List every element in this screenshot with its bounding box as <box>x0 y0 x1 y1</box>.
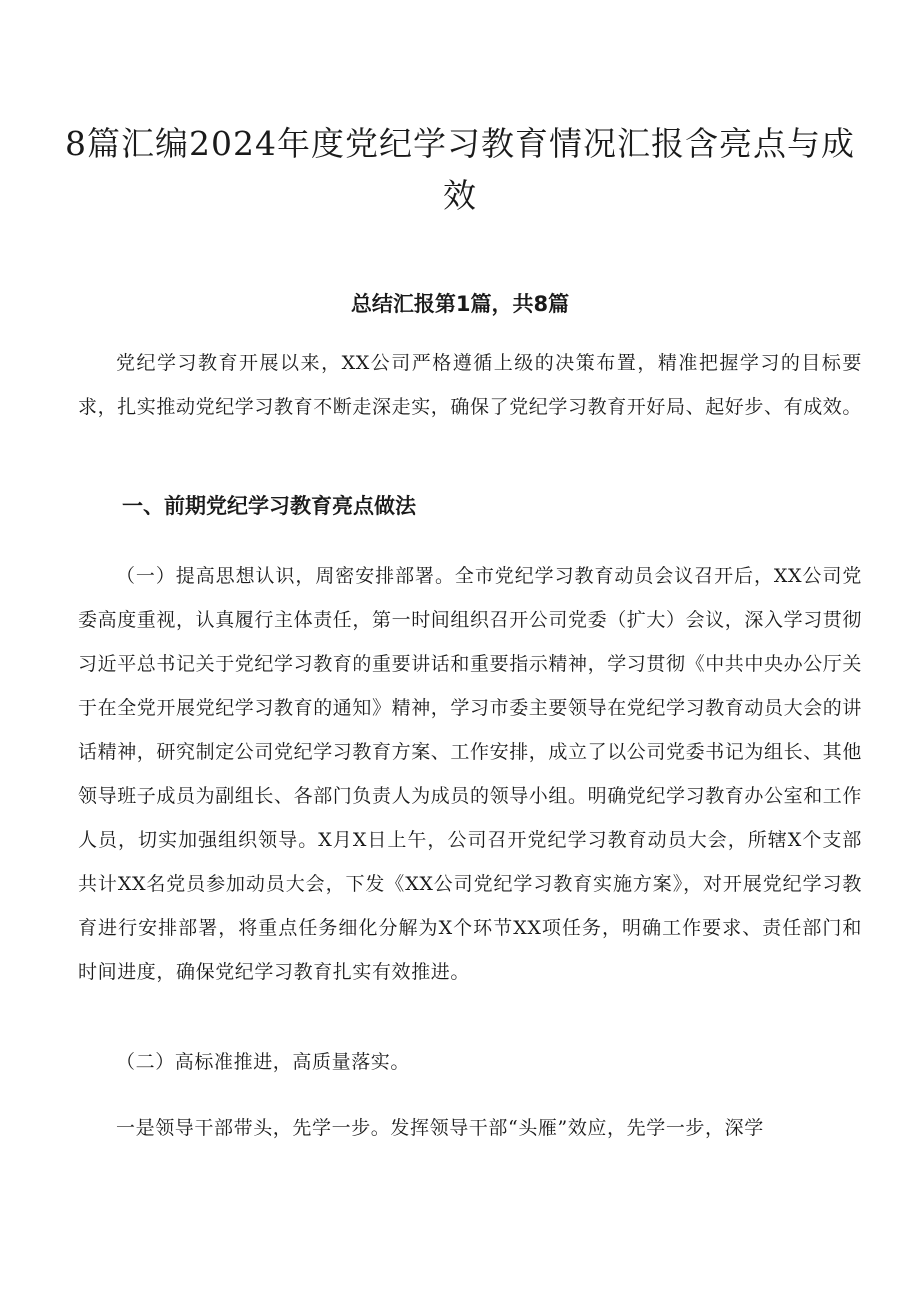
subsection2-paragraph: （二）高标准推进，高质量落实。 <box>116 1051 411 1073</box>
section-heading: 一、前期党纪学习教育亮点做法 <box>122 494 416 518</box>
document-subtitle: 总结汇报第1篇，共8篇 <box>350 292 570 316</box>
document-title: 8篇汇编2024年度党纪学习教育情况汇报含亮点与成效 <box>65 124 855 215</box>
point1-paragraph: 一是领导干部带头，先学一步。发挥领导干部“头雁”效应，先学一步，深学 <box>116 1117 764 1139</box>
section1-paragraph: （一）提高思想认识，周密安排部署。全市党纪学习教育动员会议召开后，XX公司党委高度重视，认真履行主体责任，第一时间组织召开公司党委（扩大）会议，深入学习贯彻习近平总书记关于党纪学习教育的重要讲话和重要指示精神，学习贯彻《中共中央办公厅关于在全党开展党纪学习教育的通知》精神，学习市委主要领导在党纪学习教育动员大会的讲话精神，研究制定公司党纪学习教育方案、工作安排，成立了以公司党委书记为组长、其他领导班子成员为副组长、各部门负责人为成员的领导小组。明确党纪学习教育办公室和工作人员，切实加强组织领导。X月X日上午，公司召开党纪学习教育动员大会，所辖X个支部共计XX名党员参加动员大会，下发《XX公司党纪学习教育实施方案》，对开展党纪学习教育进行安排部署，将重点任务细化分解为X个环节XX项任务，明确工作要求、责任部门和时间进度，确保党纪学习教育扎实有效推进。 <box>78 565 863 983</box>
intro-paragraph: 党纪学习教育开展以来，XX公司严格遵循上级的决策布置，精准把握学习的目标要求，扎实推动党纪学习教育不断走深走实，确保了党纪学习教育开好局、起好步、有成效。 <box>78 352 863 418</box>
